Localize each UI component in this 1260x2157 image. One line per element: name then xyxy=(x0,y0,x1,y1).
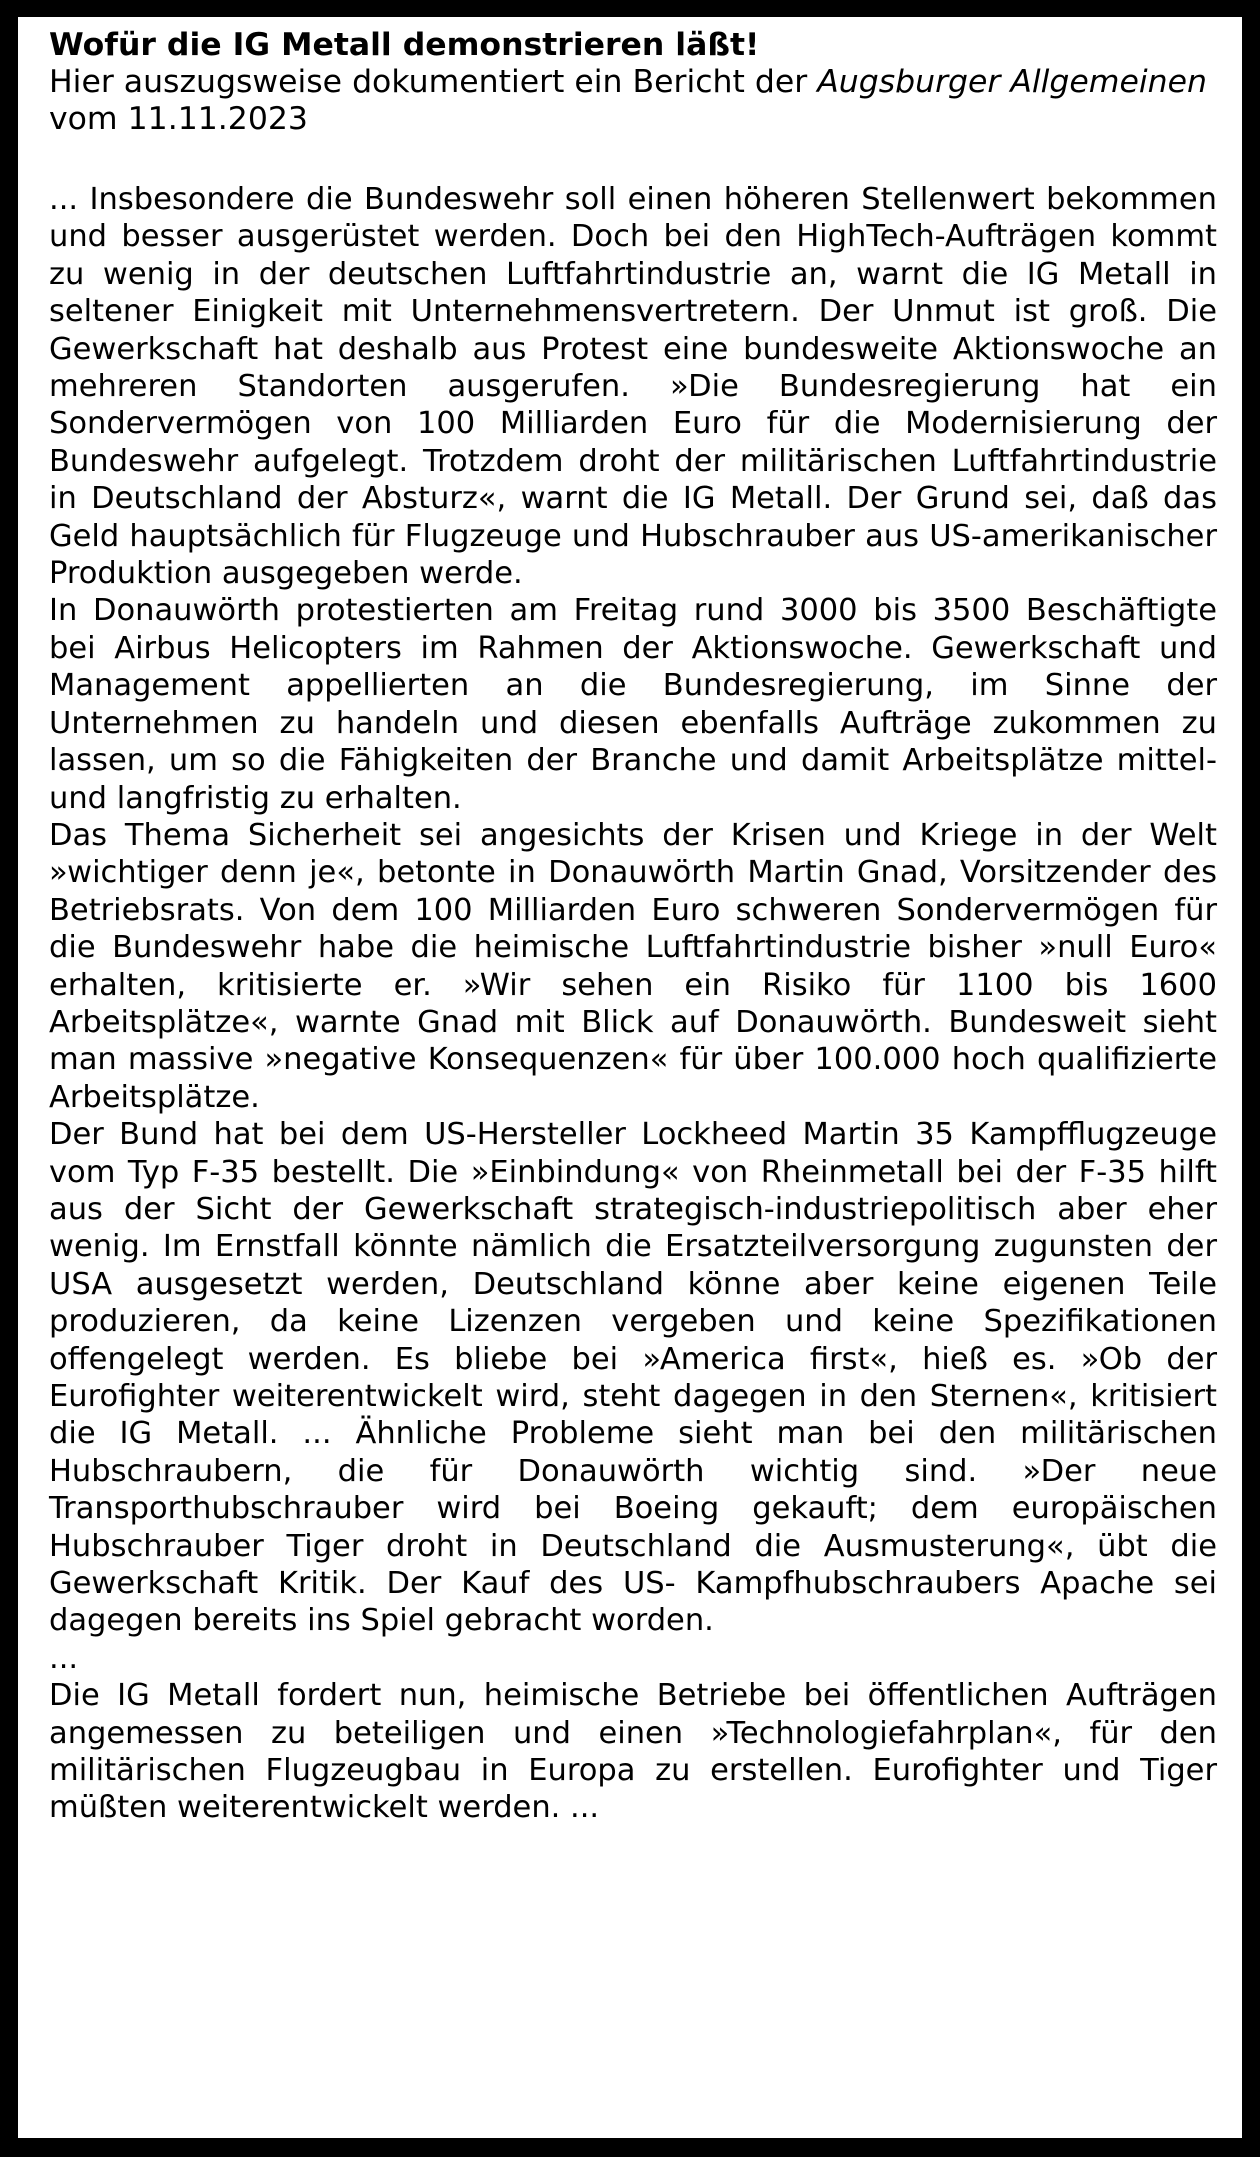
article-subtitle xyxy=(49,64,1217,138)
subtitle-prefix: Hier auszugsweise dokumentiert ein Bericht der xyxy=(49,64,818,100)
ellipsis-line: ... xyxy=(49,1640,79,1676)
paragraph-4: Der Bund hat bei dem US-Hersteller Lockheed Martin 35 Kampfflugzeuge vom Typ F-35 bestellt. Die »Einbindung« von Rheinmetall bei der F-35 hilft aus der Sicht der Gewerkschaft strategisch-industriepolitisch aber eher wenig. Im Ernstfall könnte nämlich die Ersatzteilversorgung zugunsten der USA ausgesetzt werden, Deutschland könne aber keine eigenen Teile produzieren, da keine Lizenzen vergeben und keine Spezifikationen offengelegt werden. Es bliebe bei »America first«, hieß es. »Ob der Eurofighter weiterentwickelt wird, steht dagegen in den Sternen«, kritisiert die IG Metall. ... Ähnliche Probleme sieht man bei den militärischen Hubschraubern, die für Donauwörth wichtig sind. »Der neue Transporthubschrauber wird bei Boeing gekauft; dem europäischen Hubschrauber Tiger droht in Deutschland die Ausmusterung«, übt die Gewerkschaft Kritik. Der Kauf des US- Kampfhubschraubers Apache sei dagegen bereits ins Spiel gebracht worden. xyxy=(49,1117,1217,1639)
paragraph-2: In Donauwörth protestierten am Freitag rund 3000 bis 3500 Beschäftigte bei Airbus Helicopters im Rahmen der Aktionswoche. Gewerkschaft und Management appellierten an die Bundesregierung, im Sinne der Unternehmen zu handeln und diesen ebenfalls Aufträge zukommen zu lassen, um so die Fähigkeiten der Branche und damit Arbeitsplätze mittel- und langfristig zu erhalten. xyxy=(49,593,1217,816)
subtitle-source: Augsburger Allgemeinen xyxy=(817,64,1207,100)
article-frame xyxy=(18,17,1242,2138)
paragraph-5: Die IG Metall fordert nun, heimische Betriebe bei öffentlichen Aufträgen angemessen zu beteiligen und einen »Technologiefahrplan«, für den militärischen Flugzeugbau in Europa zu erstellen. Eurofighter und Tiger müßten weiterentwickelt werden. ... xyxy=(49,1678,1217,1826)
article-body xyxy=(49,181,1217,1827)
subtitle-suffix: vom 11.11.2023 xyxy=(49,101,308,137)
paragraph-3: Das Thema Sicherheit sei angesichts der Krisen und Kriege in der Welt »wichtiger denn je«, betonte in Donauwörth Martin Gnad, Vorsitzender des Betriebsrats. Von dem 100 Milliarden Euro schweren Sondervermögen für die Bundeswehr habe die heimische Luftfahrtindustrie bisher »null Euro« erhalten, kritisierte er. »Wir sehen ein Risiko für 1100 bis 1600 Arbeitsplätze«, warnte Gnad mit Blick auf Donauwörth. Bundesweit sieht man massive »negative Konsequenzen« für über 100.000 hoch qualifizierte Arbeitsplätze. xyxy=(49,817,1217,1115)
article-headline: Wofür die IG Metall demonstrieren läßt! xyxy=(49,27,760,63)
spacer xyxy=(49,138,1217,181)
paragraph-1: ... Insbesondere die Bundeswehr soll einen höheren Stellenwert bekommen und besser ausgerüstet werden. Doch bei den HighTech-Aufträgen kommt zu wenig in der deutschen Luftfahrtindustrie an, warnt die IG Metall in seltener Einigkeit mit Unternehmensvertretern. Der Unmut ist groß. Die Gewerkschaft hat deshalb aus Protest eine bundesweite Aktionswoche an mehreren Standorten ausgerufen. »Die Bundesregierung hat ein Sondervermögen von 100 Milliarden Euro für die Modernisierung der Bundeswehr aufgelegt. Trotzdem droht der militärischen Luftfahrtindustrie in Deutschland der Absturz«, warnt die IG Metall. Der Grund sei, daß das Geld hauptsächlich für Flugzeuge und Hubschrauber aus US-amerikanischer Produktion ausgegeben werde. xyxy=(49,182,1217,592)
